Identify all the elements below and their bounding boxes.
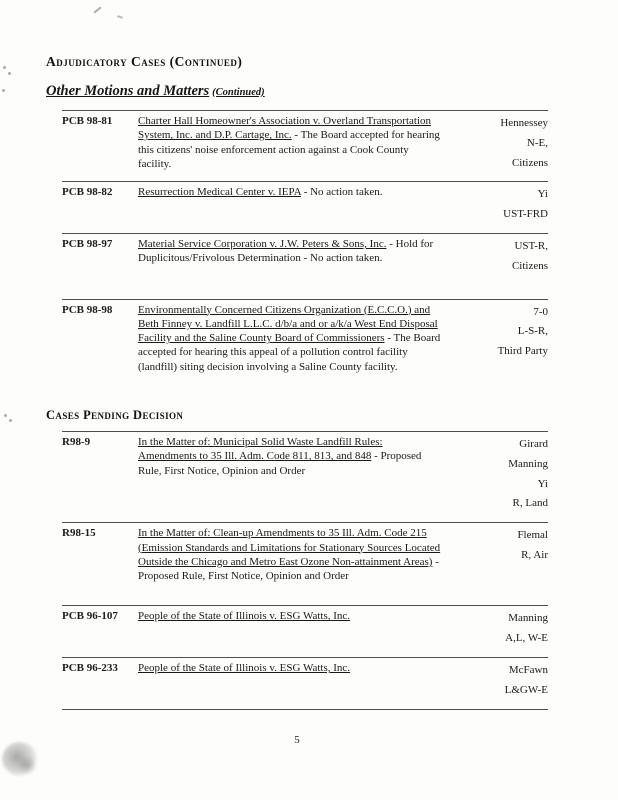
case-title: Resurrection Medical Center v. IEPA [138,186,301,199]
case-number: PCB 96-107 [62,610,118,623]
case-description [138,237,452,277]
subsection-title [46,83,548,100]
case-row [62,181,548,233]
disposition-line: N-E, [526,136,548,149]
case-description [138,609,452,649]
disposition-line: 7-0 [533,305,548,318]
case-number: PCB 98-97 [62,237,113,250]
section-title-cases-pending: Cases Pending Decision [46,408,184,423]
case-description [138,114,452,173]
case-title: People of the State of Illinois v. ESG Watts, Inc. [138,662,351,675]
disposition-line: A,L, W-E [505,632,548,645]
disposition-line: Citizens [511,156,548,169]
disposition-line: Citizens [511,259,548,272]
case-disposition [456,114,548,173]
case-number: PCB 98-82 [62,186,113,199]
case-title: Charter Hall Homeowner's Association v. Overland Transportation System, Inc. and D.P. Cartage, Inc. [138,115,432,142]
case-disposition [456,237,548,277]
case-note: - The Board accepted for hearing this citizens' noise enforcement action against a Cook County facility. [138,129,440,170]
case-description [138,661,452,701]
case-title: In the Matter of: Clean-up Amendments to 35 Ill. Adm. Code 215 (Emission Standards and Limitations for Stationary Sources Located Outside the Chicago and Metro East Ozone Non-attainment Areas) [138,527,441,568]
case-row [62,522,548,591]
case-description [138,303,452,374]
case-disposition [456,609,548,649]
case-note: - The Board accepted for hearing this appeal of a pollution control facility (landfill) siting decision involving a Saline County facility. [138,332,441,373]
disposition-line: Manning [508,457,548,470]
case-row [62,299,548,382]
disposition-line: UST-R, [514,239,548,252]
disposition-line: Manning [508,612,548,625]
case-number: PCB 96-233 [62,662,118,675]
case-title: People of the State of Illinois v. ESG Watts, Inc. [138,610,351,623]
case-disposition [456,526,548,583]
case-row [62,431,548,522]
case-disposition [456,303,548,374]
disposition-line: R, Air [521,549,548,562]
case-description [138,185,452,225]
case-row [62,110,548,181]
case-table-other-motions [62,110,548,382]
case-number: R98-9 [62,436,91,449]
scan-artifact-smudge [16,756,38,774]
case-title: Material Service Corporation v. J.W. Peters & Sons, Inc. [138,237,387,250]
case-title: Environmentally Concerned Citizens Organization (E.C.C.O.) and Beth Finney v. Landfill L.L.C. d/b/a and or a/k/a West End Disposal Facility and the Saline County Board of Commissioners [138,303,438,345]
case-note: - Hold for Duplicitous/Frivolous Determination - No action taken. [138,237,434,265]
case-description [138,526,452,583]
disposition-line: Girard [519,438,548,451]
case-number: PCB 98-98 [62,303,113,316]
case-disposition [456,661,548,701]
case-note: - Proposed Rule, First Notice, Opinion and Order [138,450,422,477]
page-number: 5 [294,733,300,746]
case-note: - Proposed Rule, First Notice, Opinion and Order [138,555,439,583]
disposition-line: McFawn [508,664,548,677]
disposition-line: Flemal [517,529,548,542]
disposition-line: Yi [537,477,548,490]
case-disposition [456,185,548,225]
subsection-title-suffix: (Continued) [212,87,265,98]
case-row [62,657,548,709]
subsection-title-text: Other Motions and Matters [46,83,210,99]
disposition-line: UST-FRD [503,208,548,221]
case-table-pending-decision [62,431,548,710]
case-number: PCB 98-81 [62,115,113,127]
page-title: Adjudicatory Cases (Continued) [46,54,243,69]
disposition-line: R, Land [512,497,548,510]
disposition-line: L&GW-E [504,683,548,696]
case-note: - No action taken. [300,186,383,199]
scan-artifact-smudge [2,742,38,776]
disposition-line: Third Party [497,345,548,358]
disposition-line: Hennessey [500,117,548,129]
disposition-line: Yi [537,188,548,201]
case-row [62,605,548,657]
case-description [138,435,452,514]
case-disposition [456,435,548,514]
case-row [62,233,548,285]
disposition-line: L-S-R, [517,325,548,338]
case-title: In the Matter of: Municipal Solid Waste Landfill Rules: Amendments to 35 Ill. Adm. Code 811, 813, and 848 [138,436,383,463]
case-number: R98-15 [62,527,96,540]
